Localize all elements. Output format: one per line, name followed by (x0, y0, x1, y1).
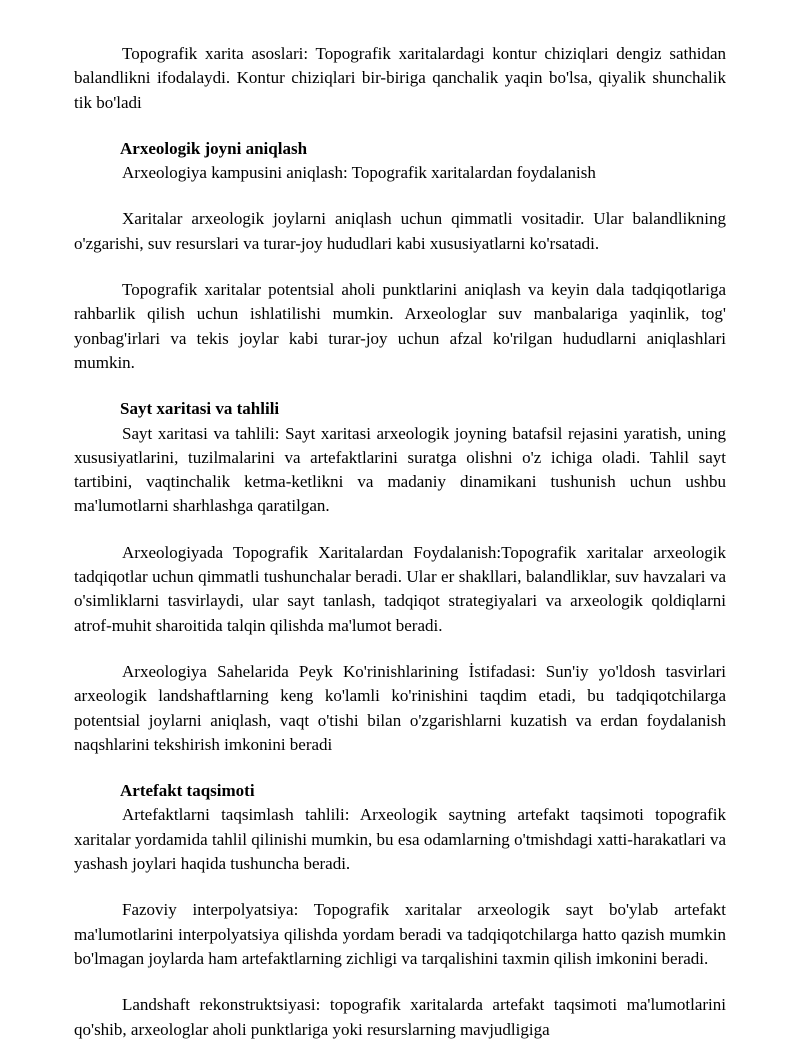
paragraph: Landshaft rekonstruktsiyasi: topografik xaritalarda artefakt taqsimoti ma'lumotlarini qo'shib, arxeologlar aholi punktlariga yoki resurslarning mavjudligiga (74, 995, 726, 1039)
section-site-mapping (74, 397, 726, 757)
paragraph: Arxeologiyada Topografik Xaritalardan Foydalanish:Topografik xaritalar arxeologik tadqiqotlar uchun qimmatli tushunchalar beradi. Ular er shakllari, balandliklar, suv havzalari va o'simliklarni tasvirlaydi, ular sayt tanlash, tadqiqot strategiyalari va arxeologik qoldiqlarni atrof-muhit sharoitida talqin qilishda ma'lumot beradi. (74, 542, 726, 635)
paragraph: Xaritalar arxeologik joylarni aniqlash uchun qimmatli vositadir. Ular balandlikning o'zgarishi, suv resurslari va turar-joy hududlari kabi xususiyatlarni ko'rsatadi. (74, 209, 726, 253)
section-site-identification (74, 137, 726, 375)
paragraph: Arxeologiya Sahelarida Peyk Ko'rinishlarining İstifadasi: Sun'iy yo'ldosh tasvirlari arxeologik landshaftlarning keng ko'lamli ko'rinishini taqdim etadi, bu tadqiqotchilarga potentsial joylarni aniqlash, vaqt o'tishi bilan o'zgarishlarni kuzatish va erdan foydalanish naqshlarini tekshirish imkonini beradi (74, 661, 726, 754)
intro-paragraph: Topografik xarita asoslari: Topografik xaritalardagi kontur chiziqlari dengiz sathidan balandlikni ifodalaydi. Kontur chiziqlari bir-biriga qanchalik yaqin bo'lsa, qiyalik shunchalik tik bo'ladi (74, 44, 726, 112)
paragraph: Topografik xaritalar potentsial aholi punktlarini aniqlash va keyin dala tadqiqotlariga rahbarlik qilish uchun ishlatilishi mumkin. Arxeologlar suv manbalariga yaqinlik, tog' yonbag'irlari va tekis joylar kabi turar-joy uchun afzal ko'rilgan hududlarni aniqlashlari mumkin. (74, 280, 726, 372)
section-heading: Arxeologik joyni aniqlash (120, 138, 308, 158)
paragraph: Fazoviy interpolyatsiya: Topografik xaritalar arxeologik sayt bo'ylab artefakt ma'lumotlarini interpolyatsiya qilishda yordam beradi va tadqiqotchilarga hatto qazish mumkin bo'lmagan joylarda ham artefaktlarning zichligi va tarqalishini taxmin qilish imkonini beradi. (74, 900, 726, 968)
section-heading: Sayt xaritasi va tahlili (120, 399, 280, 419)
section-heading: Artefakt taqsimoti (120, 781, 255, 801)
paragraph: Sayt xaritasi va tahlili: Sayt xaritasi arxeologik joyning batafsil rejasini yaratish, uning xususiyatlarini, tuzilmalarini va artefaktlarini suratga olishni o'z ichiga oladi. Tahlil sayt tartibini, vaqtinchalik ketma-ketlikni va madaniy dinamikani tushunish uchun ushbu ma'lumotlarni sharhlashga qaratilgan. (74, 423, 726, 516)
paragraph: Artefaktlarni taqsimlash tahlili: Arxeologik saytning artefakt taqsimoti topografik xaritalar yordamida tahlil qilinishi mumkin, bu esa odamlarning o'tmishdagi xatti-harakatlari va yashash joylari haqida tushuncha beradi. (74, 805, 726, 874)
section-artifact-distribution (74, 779, 726, 1042)
paragraph: Arxeologiya kampusini aniqlash: Topografik xaritalardan foydalanish (122, 163, 596, 183)
